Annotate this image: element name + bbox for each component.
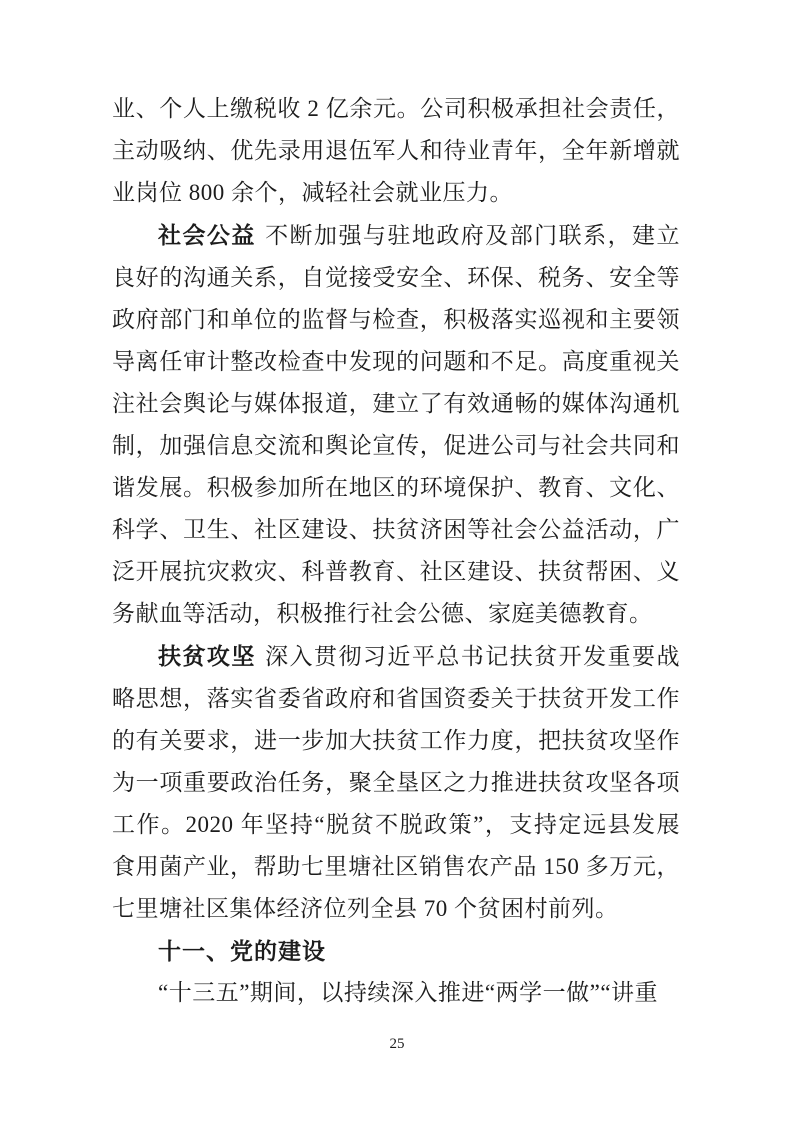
- paragraph-next-section-start: “十三五”期间，以持续深入推进“两学一做”“讲重: [158, 980, 659, 1005]
- paragraph-text-social-welfare: 不断加强与驻地政府及部门联系，建立良好的沟通关系，自觉接受安全、环保、税务、安全等政府部门和单位的监督与检查，积极落实巡视和主要领导离任审计整改检查中发现的问题和不足。高度重视关注社会舆论与媒体报道，建立了有效通畅的媒体沟通机制，加强信息交流和舆论宣传，促进公司与社会共同和谐发展。积极参加所在地区的环境保护、教育、文化、科学、卫生、社区建设、扶贫济困等社会公益活动，广泛开展抗灾救灾、科普教育、社区建设、扶贫帮困、义务献血等活动，积极推行社会公德、家庭美德教育。: [112, 223, 681, 626]
- page-content: [112, 88, 680, 1014]
- paragraph-poverty-alleviation: [112, 635, 680, 930]
- run-in-label-social-welfare: 社会公益: [158, 222, 256, 248]
- paragraph-social-welfare: [112, 214, 680, 635]
- paragraph-continuation: 业、个人上缴税收 2 亿余元。公司积极承担社会责任，主动吸纳、优先录用退伍军人和待业青年，全年新增就业岗位 800 余个，减轻社会就业压力。: [112, 96, 680, 205]
- run-in-label-poverty-alleviation: 扶贫攻坚: [158, 643, 256, 669]
- paragraph-text-poverty-alleviation: 深入贯彻习近平总书记扶贫开发重要战略思想，落实省委省政府和省国资委关于扶贫开发工作的有关要求，进一步加大扶贫工作力度，把扶贫攻坚作为一项重要政治任务，聚全垦区之力推进扶贫攻坚各项工作。2020 年坚持“脱贫不脱政策”，支持定远县发展食用菌产业，帮助七里塘社区销售农产品 150 多万元，七里塘社区集体经济位列全县 70 个贫困村前列。: [112, 644, 681, 921]
- section-heading-party-building: 十一、党的建设: [158, 938, 326, 964]
- page-number: 25: [389, 1036, 405, 1052]
